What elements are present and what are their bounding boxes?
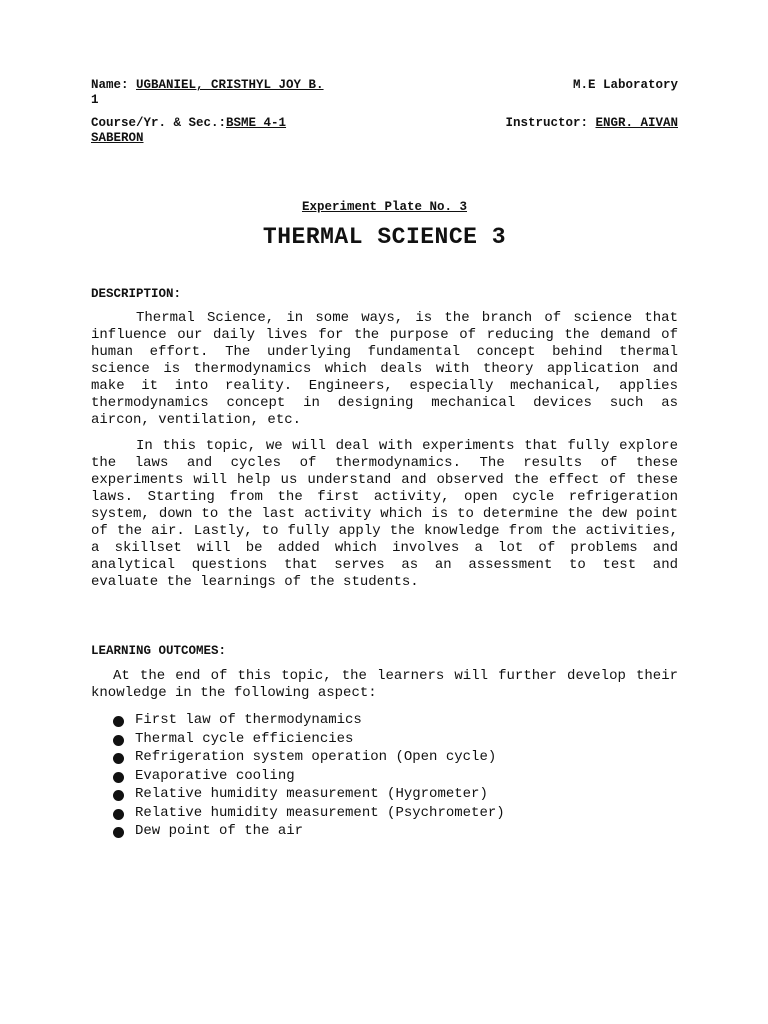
instructor-block [505, 116, 678, 131]
instructor-row-2 [91, 131, 678, 146]
list-item [91, 822, 505, 841]
list-item [91, 748, 505, 767]
experiment-plate: Experiment Plate No. 3 [301, 200, 468, 214]
name-row [91, 78, 678, 93]
list-item-text: First law of thermodynamics [135, 712, 362, 728]
description-heading: DESCRIPTION: [91, 287, 182, 301]
lab-number: 1 [91, 93, 99, 107]
list-item-text: Relative humidity measurement (Hygrometer) [135, 786, 488, 802]
course-label: Course/Yr. & Sec.: [91, 116, 227, 130]
instructor-name-1: ENGR. AIVAN [595, 116, 678, 130]
list-item [91, 804, 505, 823]
lab-number-row [91, 93, 678, 108]
bullet-icon [113, 809, 124, 820]
bullet-icon [113, 827, 124, 838]
page-title: THERMAL SCIENCE 3 [262, 224, 507, 250]
instructor-label: Instructor: [505, 116, 596, 130]
list-item [91, 730, 505, 749]
bullet-icon [113, 772, 124, 783]
list-item-text: Thermal cycle efficiencies [135, 730, 354, 747]
description-paragraph-2: In this topic, we will deal with experiments that fully explore the laws and cycles of thermodynamics. The results of these experiments will help us understand and observed the effect of these laws. Starting from the first activity, open cycle refrigeration system, down to the last activity which is to determine the dew point of the air. Lastly, to fully apply the knowledge from the activities, a skillset will be added which involves a lot of problems and analytical questions that serves as an assessment to test and evaluate the learnings of the students. [91, 438, 678, 590]
list-item [91, 785, 505, 804]
list-item-text: Dew point of the air [135, 823, 304, 839]
list-item [91, 711, 505, 730]
bullet-icon [113, 716, 124, 727]
bullet-icon [113, 735, 124, 746]
course-row [91, 116, 678, 131]
learning-outcomes-heading: LEARNING OUTCOMES: [91, 644, 227, 658]
learning-outcomes-list [91, 711, 505, 841]
bullet-icon [113, 753, 124, 764]
list-item-text: Evaporative cooling [135, 767, 295, 784]
instructor-name-2: SABERON [91, 131, 144, 145]
course-value: BSME 4-1 [226, 116, 287, 130]
learning-outcomes-intro: At the end of this topic, the learners will further develop their knowledge in the following aspect: [91, 668, 678, 701]
description-paragraph-1: Thermal Science, in some ways, is the branch of science that influence our daily lives for the purpose of reducing the demand of human effort. The underlying fundamental concept behind thermal science is thermodynamics which deals with theory application and make it into reality. Engineers, especially mechanical, applies thermodynamics concept in designing mechanical devices such as aircon, ventilation, etc. [91, 310, 678, 428]
lab-label: M.E Laboratory [572, 78, 678, 92]
list-item-text: Relative humidity measurement (Psychrometer) [135, 804, 505, 821]
list-item [91, 767, 505, 786]
list-item-text: Refrigeration system operation (Open cycle) [135, 749, 497, 765]
student-name: UGBANIEL, CRISTHYL JOY B. [136, 78, 324, 92]
name-label: Name: [91, 78, 137, 92]
bullet-icon [113, 790, 124, 801]
